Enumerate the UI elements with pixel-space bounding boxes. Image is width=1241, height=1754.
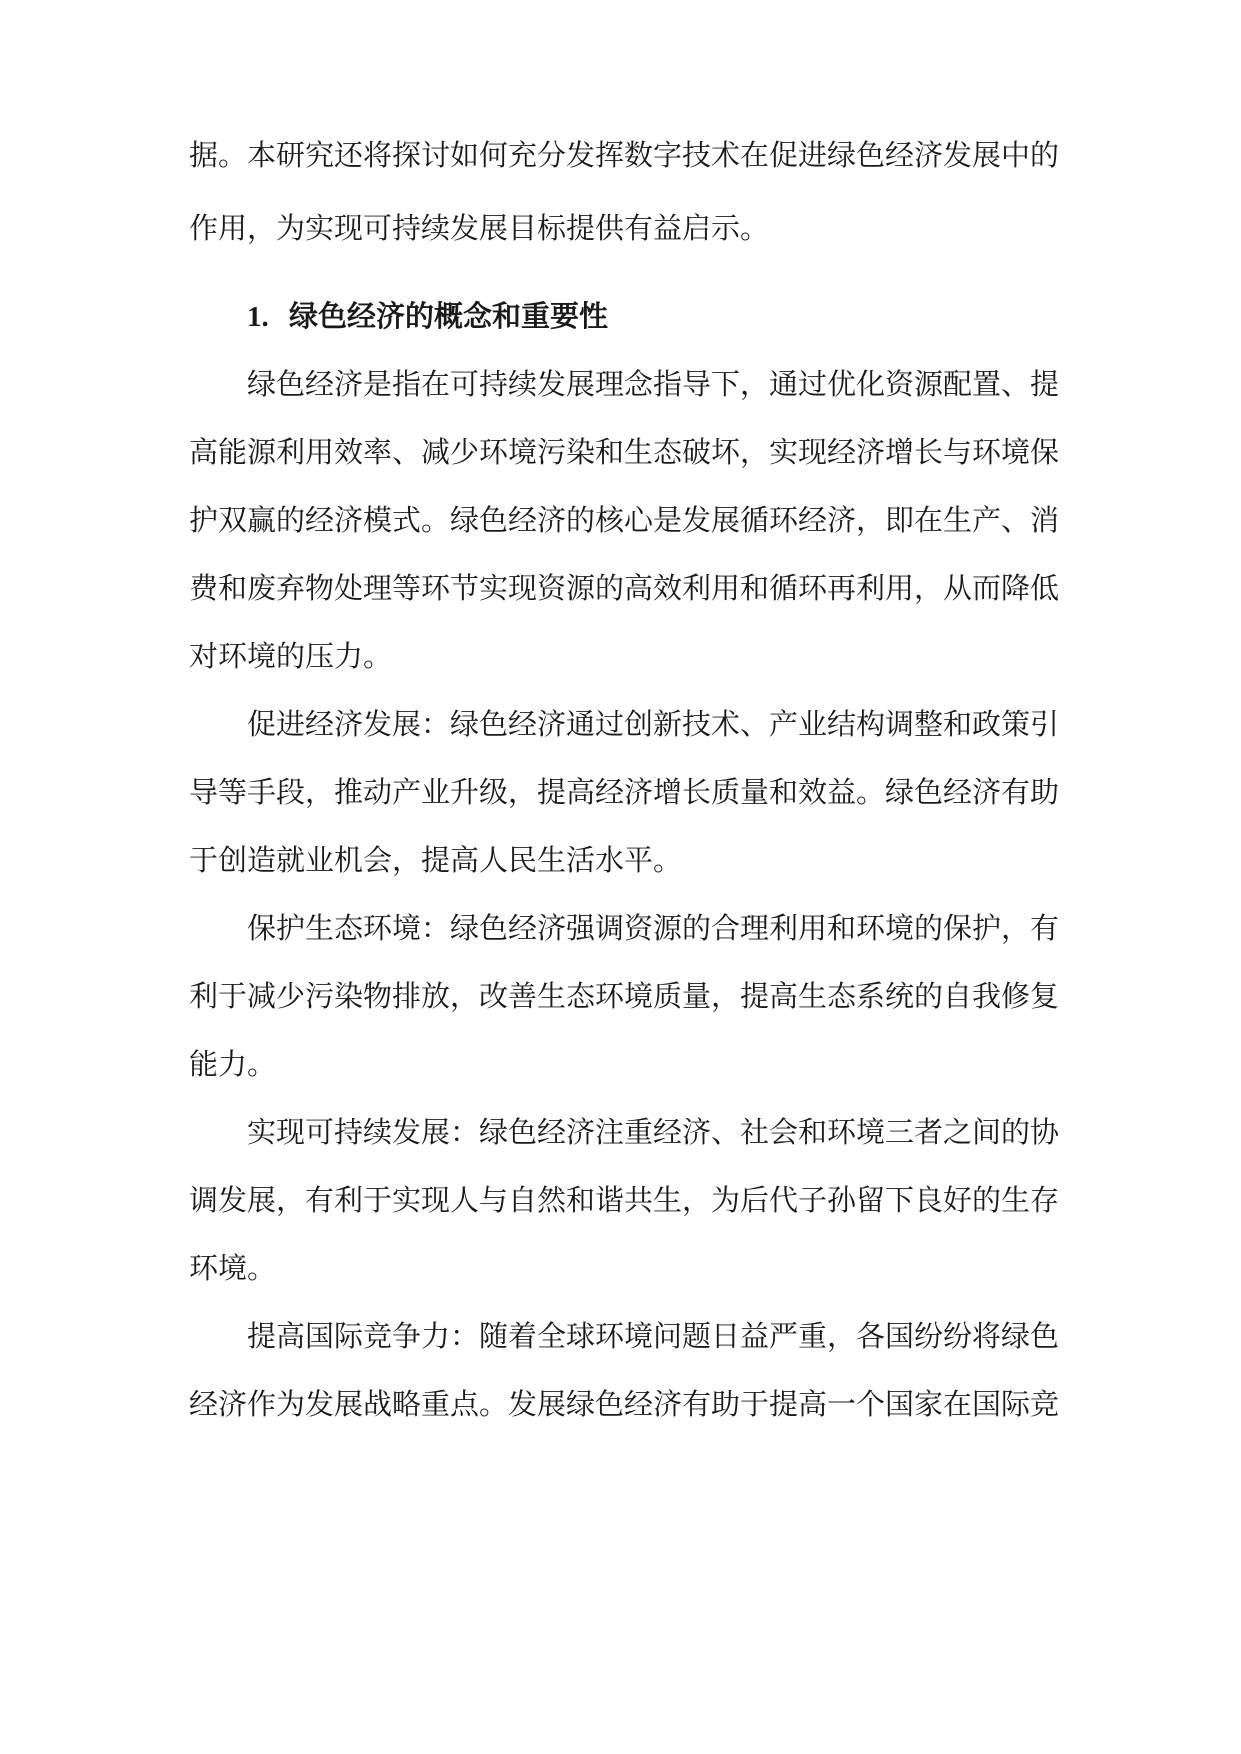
paragraph-2-line-1: 促进经济发展：绿色经济通过创新技术、产业结构调整和政策引 [247,707,1059,741]
paragraph-1-line-1: 绿色经济是指在可持续发展理念指导下，通过优化资源配置、提 [247,367,1059,401]
section-heading [247,296,1059,336]
paragraph-1-line-2: 高能源利用效率、减少环境污染和生态破坏，实现经济增长与环境保 [189,435,1059,469]
paragraph-3-line-3: 能力。 [189,1047,277,1081]
paragraph-3-line-1: 保护生态环境：绿色经济强调资源的合理利用和环境的保护，有 [247,911,1059,945]
paragraph-1-line-5: 对环境的压力。 [189,639,393,673]
paragraph-1-line-3: 护双赢的经济模式。绿色经济的核心是发展循环经济，即在生产、消 [189,503,1059,537]
section-title: 绿色经济的概念和重要性 [289,299,609,333]
paragraph-4-line-1: 实现可持续发展：绿色经济注重经济、社会和环境三者之间的协 [247,1115,1059,1149]
paragraph-2-line-3: 于创造就业机会，提高人民生活水平。 [189,843,683,877]
intro-line-1: 据。本研究还将探讨如何充分发挥数字技术在促进绿色经济发展中的 [189,138,1059,172]
paragraph-3-line-2: 利于减少污染物排放，改善生态环境质量，提高生态系统的自我修复 [189,979,1059,1013]
paragraph-5-line-1: 提高国际竞争力：随着全球环境问题日益严重，各国纷纷将绿色 [247,1319,1059,1353]
paragraph-1-line-4: 费和废弃物处理等环节实现资源的高效利用和循环再利用，从而降低 [189,571,1059,605]
paragraph-2-line-2: 导等手段，推动产业升级，提高经济增长质量和效益。绿色经济有助 [189,775,1059,809]
paragraph-4-line-2: 调发展，有利于实现人与自然和谐共生，为后代子孙留下良好的生存 [189,1183,1059,1217]
paragraph-5-line-2: 经济作为发展战略重点。发展绿色经济有助于提高一个国家在国际竞 [189,1387,1059,1421]
paragraph-4-line-3: 环境。 [189,1251,277,1285]
section-number: 1. [247,301,269,333]
intro-line-2: 作用，为实现可持续发展目标提供有益启示。 [189,211,770,245]
